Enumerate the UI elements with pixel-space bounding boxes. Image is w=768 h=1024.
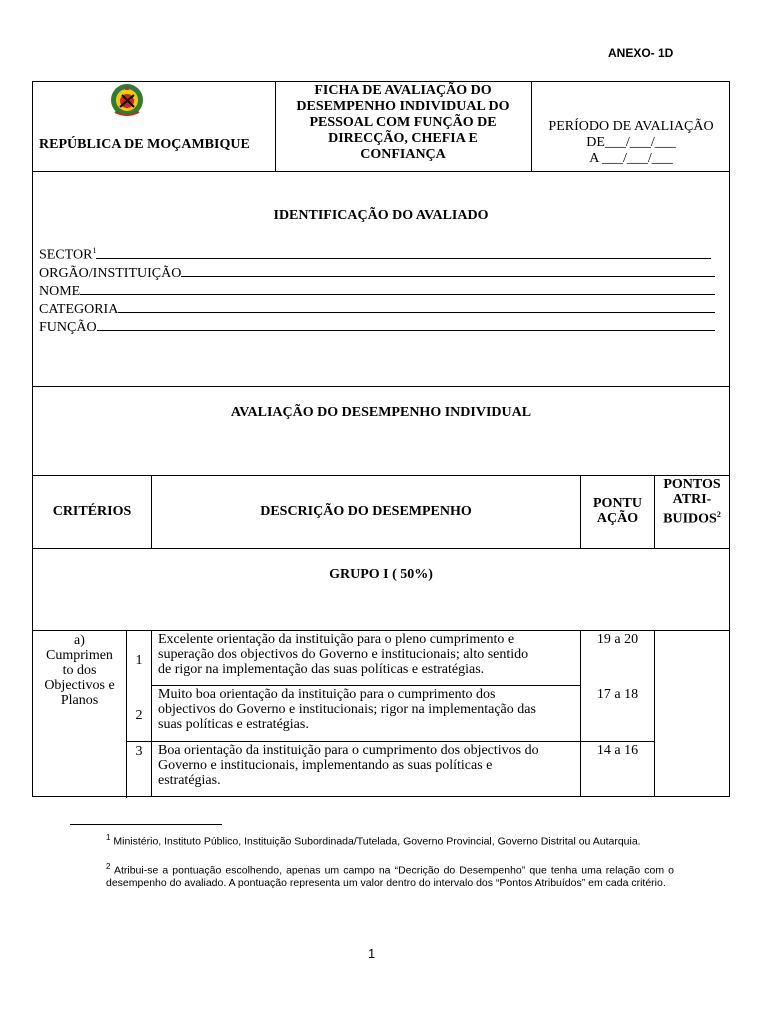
description-line: Governo e institucionais, implementando as suas políticas e bbox=[158, 758, 493, 773]
identification-field[interactable] bbox=[39, 300, 715, 318]
performance-description bbox=[158, 632, 578, 677]
footnote-ref: 1 bbox=[92, 246, 97, 255]
field-blank-line[interactable] bbox=[97, 318, 715, 331]
criterion-line: Objectivos e bbox=[44, 678, 115, 693]
footnote-ref: 2 bbox=[716, 510, 721, 519]
score-header bbox=[581, 496, 654, 526]
points-header bbox=[655, 477, 729, 527]
identification-section bbox=[32, 171, 730, 387]
period-line: DE___/___/___ bbox=[586, 135, 676, 150]
criteria-header: CRITÉRIOS bbox=[52, 504, 132, 519]
footnote-1: $^1$ Ministério, Instituto Público, Instituição Subordinada/Tutelada, Governo Provincial, Governo Distrital ou Autarquia. bbox=[106, 833, 641, 848]
national-emblem-icon bbox=[109, 82, 145, 118]
description-line: Boa orientação da instituição para o cumprimento dos objectivos do bbox=[158, 743, 539, 758]
criterion-line: to dos bbox=[62, 663, 97, 678]
page-number: 1 bbox=[368, 946, 376, 961]
criterion-line: Cumprimen bbox=[46, 648, 113, 663]
description-header: DESCRIÇÃO DO DESEMPENHO bbox=[260, 504, 472, 519]
score-range: 14 a 16 bbox=[596, 743, 639, 758]
identification-fields bbox=[39, 242, 715, 336]
identification-title: IDENTIFICAÇÃO DO AVALIADO bbox=[273, 208, 489, 223]
evaluation-title: AVALIAÇÃO DO DESEMPENHO INDIVIDUAL bbox=[230, 405, 532, 420]
form-title-line: CONFIANÇA bbox=[360, 147, 446, 162]
identification-field[interactable] bbox=[39, 282, 715, 300]
republic-name: REPÚBLICA DE MOÇAMBIQUE bbox=[39, 137, 250, 152]
criterion-line: a) bbox=[74, 633, 85, 648]
score-header-line: PONTU bbox=[593, 496, 642, 511]
criterion-line: Planos bbox=[60, 693, 99, 708]
performance-description bbox=[158, 687, 578, 732]
criteria-table bbox=[32, 630, 730, 797]
row-number: 2 bbox=[135, 708, 143, 723]
field-label: FUNÇÃO bbox=[39, 319, 97, 335]
footnote-separator bbox=[70, 824, 222, 825]
points-header-line: BUIDOS$^2$ bbox=[663, 510, 721, 527]
evaluation-period bbox=[536, 119, 726, 167]
row-number: 3 bbox=[135, 744, 143, 759]
form-title-line: DESEMPENHO INDIVIDUAL DO bbox=[296, 99, 510, 114]
points-header-line: ATRI- bbox=[672, 492, 712, 507]
period-line: A ___/___/___ bbox=[589, 151, 673, 166]
row-number: 1 bbox=[135, 653, 143, 668]
group-row bbox=[32, 548, 730, 631]
score-range: 19 a 20 bbox=[596, 632, 639, 647]
field-label: CATEGORIA bbox=[39, 301, 119, 317]
performance-description bbox=[158, 743, 578, 788]
republic-cell bbox=[33, 82, 276, 171]
form-title bbox=[279, 83, 527, 163]
form-header bbox=[32, 81, 730, 172]
description-line: superação dos objectivos do Governo e institucionais; alto sentido bbox=[158, 647, 529, 662]
form-title-cell bbox=[275, 82, 532, 171]
group-title: GRUPO I ( 50%) bbox=[329, 567, 433, 582]
description-line: suas políticas e estratégias. bbox=[158, 717, 309, 732]
description-line: de rigor na implementação das suas políticas e estratégias. bbox=[158, 662, 485, 677]
evaluation-section bbox=[32, 386, 730, 476]
score-range: 17 a 18 bbox=[596, 687, 639, 702]
form-title-line: FICHA DE AVALIAÇÃO DO bbox=[314, 83, 492, 98]
criteria-header-row bbox=[32, 475, 730, 549]
criterion-label bbox=[33, 633, 126, 708]
description-line: Excelente orientação da instituição para o pleno cumprimento e bbox=[158, 632, 515, 647]
footnote-2: $^2$ Atribui-se a pontuação escolhendo, apenas um campo na “Decrição do Desempenho” que tenha uma relação com o desempenho do avaliado. A pontuação representa um valor dentro do intervalo dos “Pontos Atribuídos” em cada critério. bbox=[106, 862, 674, 889]
score-header-line: AÇÃO bbox=[596, 511, 639, 526]
field-label: ORGÃO/INSTITUIÇÃO bbox=[39, 265, 182, 281]
identification-field[interactable] bbox=[39, 318, 715, 336]
field-blank-line[interactable] bbox=[80, 282, 715, 295]
points-header-line: PONTOS bbox=[663, 477, 721, 492]
description-line: Muito boa orientação da instituição para o cumprimento dos bbox=[158, 687, 496, 702]
period-cell bbox=[532, 82, 729, 171]
identification-field[interactable] bbox=[39, 242, 715, 264]
identification-field[interactable] bbox=[39, 264, 715, 282]
form-title-line: DIRECÇÃO, CHEFIA E bbox=[328, 131, 478, 146]
field-blank-line[interactable] bbox=[118, 300, 715, 313]
period-line: PERÍODO DE AVALIAÇÃO bbox=[548, 119, 714, 134]
field-label: SECTOR bbox=[39, 247, 93, 263]
field-blank-line[interactable] bbox=[96, 246, 711, 259]
description-line: estratégias. bbox=[158, 773, 221, 788]
description-line: objectivos do Governo e institucionais; rigor na implementação das bbox=[158, 702, 536, 717]
field-label: NOME bbox=[39, 283, 81, 299]
field-blank-line[interactable] bbox=[181, 264, 715, 277]
form-title-line: PESSOAL COM FUNÇÃO DE bbox=[309, 115, 497, 130]
annex-label: ANEXO- 1D bbox=[608, 46, 674, 60]
